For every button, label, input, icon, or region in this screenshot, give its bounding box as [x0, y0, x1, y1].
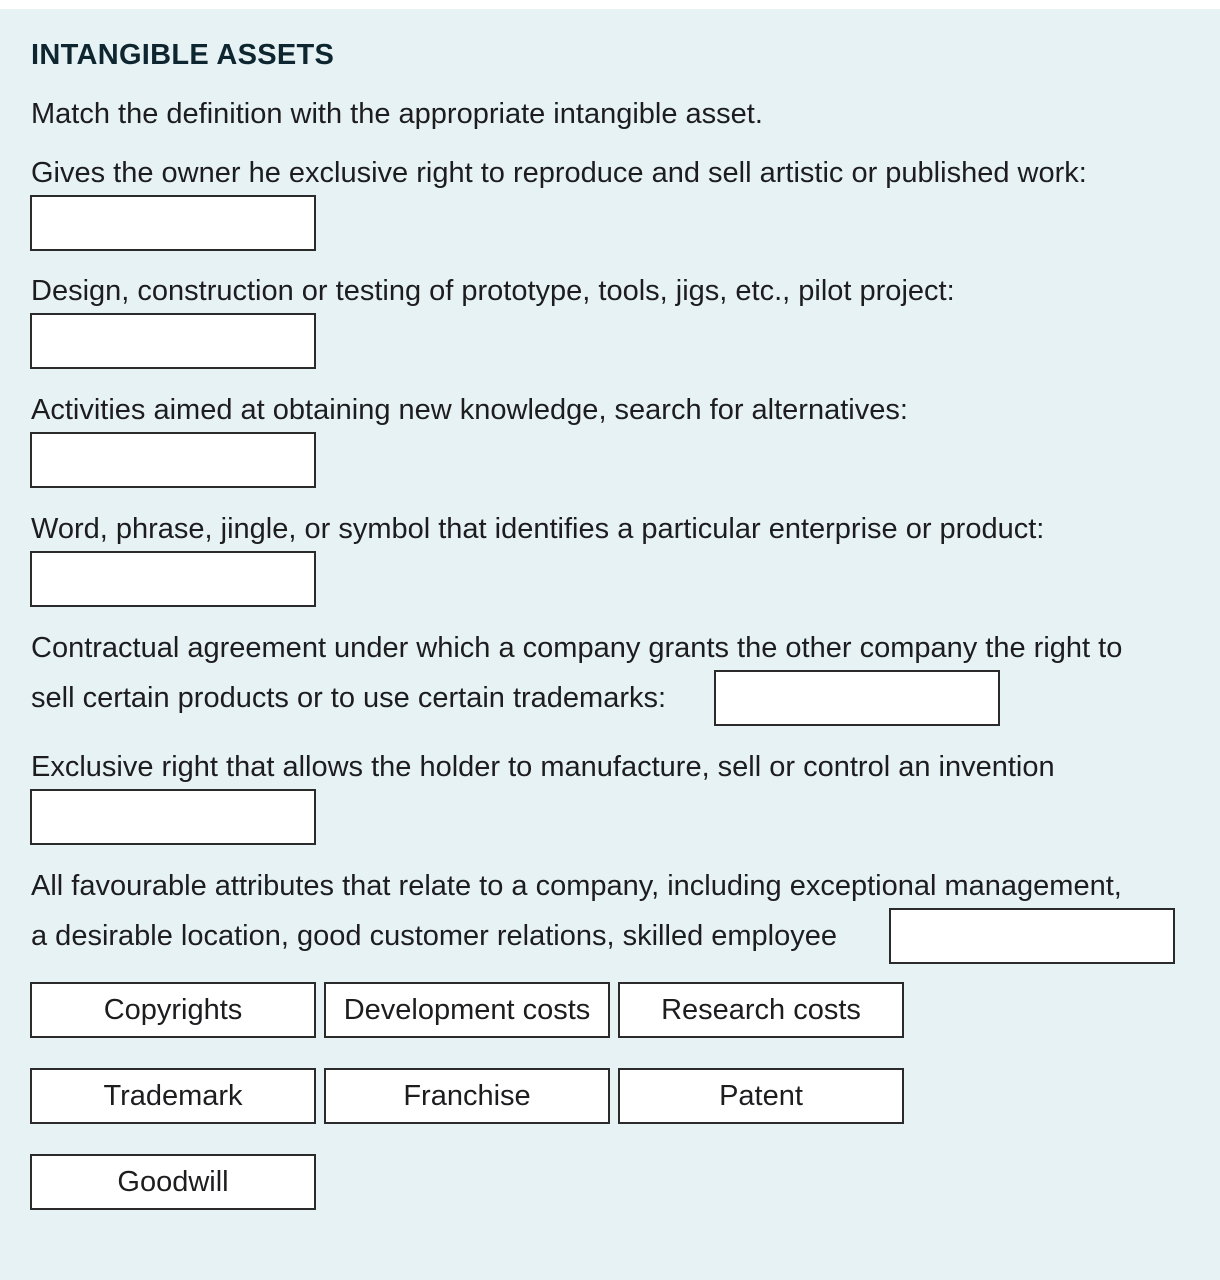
option-development-costs[interactable]: Development costs: [324, 982, 610, 1038]
page-title: INTANGIBLE ASSETS: [31, 39, 335, 71]
question-6-text: Exclusive right that allows the holder to manufacture, sell or control an invention: [31, 751, 1055, 783]
instruction-text: Match the definition with the appropriate intangible asset.: [31, 98, 763, 130]
option-research-costs[interactable]: Research costs: [618, 982, 904, 1038]
question-4-text: Word, phrase, jingle, or symbol that identifies a particular enterprise or product:: [31, 513, 1045, 545]
question-panel: [0, 9, 1220, 1280]
answer-drop-zone-5[interactable]: [714, 670, 1000, 726]
question-7-text-line-1: All favourable attributes that relate to a company, including exceptional management,: [31, 870, 1122, 902]
option-patent[interactable]: Patent: [618, 1068, 904, 1124]
answer-drop-zone-2[interactable]: [30, 313, 316, 369]
answer-drop-zone-6[interactable]: [30, 789, 316, 845]
answer-drop-zone-7[interactable]: [889, 908, 1175, 964]
question-1-text: Gives the owner he exclusive right to reproduce and sell artistic or published work:: [31, 157, 1087, 189]
question-2-text: Design, construction or testing of prototype, tools, jigs, etc., pilot project:: [31, 275, 955, 307]
option-copyrights[interactable]: Copyrights: [30, 982, 316, 1038]
question-5-text-line-2: sell certain products or to use certain trademarks:: [31, 682, 667, 714]
question-5-text-line-1: Contractual agreement under which a company grants the other company the right to: [31, 632, 1123, 664]
question-3-text: Activities aimed at obtaining new knowledge, search for alternatives:: [31, 394, 908, 426]
option-franchise[interactable]: Franchise: [324, 1068, 610, 1124]
answer-drop-zone-3[interactable]: [30, 432, 316, 488]
option-goodwill[interactable]: Goodwill: [30, 1154, 316, 1210]
answer-drop-zone-4[interactable]: [30, 551, 316, 607]
answer-drop-zone-1[interactable]: [30, 195, 316, 251]
option-trademark[interactable]: Trademark: [30, 1068, 316, 1124]
question-7-text-line-2: a desirable location, good customer relations, skilled employee: [31, 920, 837, 952]
